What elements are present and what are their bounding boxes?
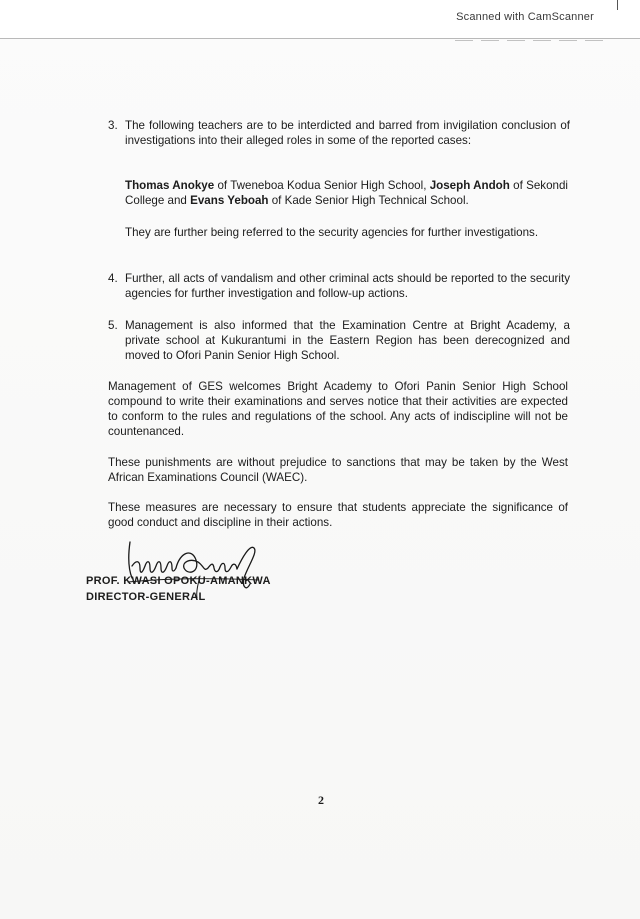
list-item-4 [108,271,570,301]
list-item-text: Management is also informed that the Examination Centre at Bright Academy, a private school at Kukurantumi in the Eastern Region has been derecognized and moved to Ofori Panin Senior High School. [125,319,570,362]
teacher-name: Thomas Anokye [125,179,215,192]
signatory-title: DIRECTOR-GENERAL [86,591,206,603]
signatory-name: PROF. KWASI OPOKU-AMANKWA [86,575,271,587]
teacher-school: of Kade Senior High Technical School. [268,194,469,207]
list-item-number: 5. [108,319,118,332]
list-item-5 [108,318,570,363]
welcome-paragraph: Management of GES welcomes Bright Academy to Ofori Panin Senior High School compound to write their examinations and serves notice that their activities are expected to conform to the rules and regulations of the school. Any acts of indiscipline will not be countenanced. [108,380,568,438]
scanner-watermark-label: Scanned with CamScanner [456,11,594,23]
scan-artifact-line [455,40,605,41]
teacher-school: of Tweneboa Kodua Senior High School, [214,179,430,192]
prejudice-paragraph: These punishments are without prejudice to sanctions that may be taken by the West African Examinations Council (WAEC). [108,456,568,484]
teacher-school: of Sekondi College and [125,179,568,207]
measures-paragraph: These measures are necessary to ensure that students appreciate the significance of good conduct and discipline in their actions. [108,501,568,529]
list-item-number: 4. [108,272,118,285]
list-item-number: 3. [108,119,118,132]
teacher-name: Evans Yeboah [190,194,269,207]
scanner-edge-mark [617,0,618,10]
interdicted-teachers-paragraph [125,178,568,208]
page-number: 2 [318,793,324,807]
list-item-3 [108,118,570,148]
list-item-text: Further, all acts of vandalism and other criminal acts should be reported to the security agencies for further investigation and follow-up actions. [125,272,570,300]
referral-paragraph: They are further being referred to the security agencies for further investigations. [125,226,539,239]
scanner-header-bar [0,0,640,39]
list-item-text: The following teachers are to be interdicted and barred from invigilation conclusion of investigations into their alleged roles in some of the reported cases: [125,119,570,147]
teacher-name: Joseph Andoh [429,179,510,192]
